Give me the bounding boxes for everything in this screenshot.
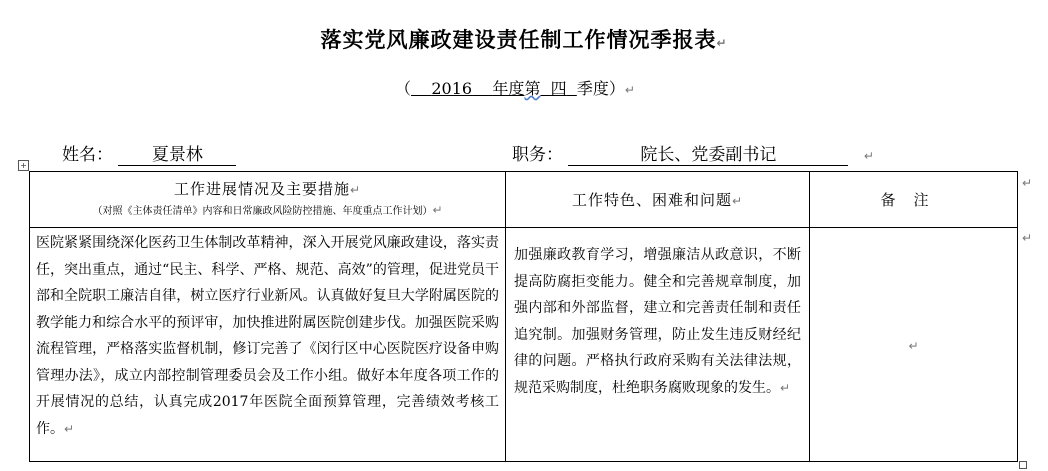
progress-cell[interactable]: [30, 228, 506, 462]
remarks-cell[interactable]: [810, 228, 1018, 462]
header-progress: 工作进展情况及主要措施: [173, 180, 350, 198]
paragraph-mark: ↵: [432, 203, 443, 217]
header-features-cell[interactable]: [506, 172, 810, 228]
paragraph-mark: ↵: [780, 380, 791, 395]
period-quarter[interactable]: 四: [550, 79, 567, 98]
report-table: [29, 171, 1018, 462]
position-field: [512, 140, 874, 166]
header-features: 工作特色、困难和问题: [571, 191, 732, 209]
table-resize-handle-icon[interactable]: [1019, 461, 1027, 469]
period-di: 第: [524, 79, 541, 98]
paragraph-mark: ↵: [731, 194, 744, 208]
name-field: [62, 140, 236, 166]
name-label: 姓名：: [62, 145, 113, 165]
paragraph-mark: ↵: [349, 183, 362, 197]
period-year[interactable]: 2016 年度: [431, 79, 525, 98]
header-remarks-cell[interactable]: [810, 172, 1018, 228]
paragraph-mark: ↵: [863, 149, 874, 163]
report-title: 落实党风廉政建设责任制工作情况季报表↵: [320, 27, 728, 52]
paragraph-mark: ↵: [908, 339, 919, 353]
table-content-row: [30, 228, 1018, 462]
header-remarks: 备注: [880, 191, 947, 209]
features-cell[interactable]: [506, 228, 810, 462]
table-move-handle-icon[interactable]: +: [18, 160, 29, 171]
paragraph-mark: ↵: [716, 36, 728, 50]
period-season-suffix: 季度）: [576, 79, 625, 98]
position-label: 职务：: [512, 145, 563, 165]
report-period: [395, 76, 635, 99]
row-end-mark: ↵: [1022, 176, 1033, 190]
table-header-row: [30, 172, 1018, 228]
progress-text: 医院紧紧围绕深化医药卫生体制改革精神，深入开展党风廉政建设，落实责任，突出重点，通过“民主、科学、严格、规范、高效”的管理，促进党员干部和全院职工廉洁自律，树立医疗行业新风。认真做好复旦大学附属医院的教学能力和综合水平的预评审，加快推进附属医院创建步伐。加强医院采购流程管理，严格落实监督机制，修订完善了《闵行区中心医院医疗设备申购管理办法》，成立内部控制管理委员会及工作小组。做好本年度各项工作的开展情况的总结，认真完成2017年医院全面预算管理，完善绩效考核工作。: [36, 235, 499, 437]
period-open: （: [395, 79, 412, 98]
position-value[interactable]: 院长、党委副书记: [568, 145, 848, 166]
header-progress-cell[interactable]: [30, 172, 506, 228]
paragraph-mark: ↵: [624, 83, 635, 97]
name-value[interactable]: 夏景林: [118, 145, 236, 166]
row-end-mark: ↵: [1022, 231, 1033, 245]
features-text: 加强廉政教育学习，增强廉洁从政意识，不断提高防腐拒变能力。健全和完善规章制度，加强内部和外部监督，建立和完善责任制和责任追究制。加强财务管理，防止发生违反财经纪律的问题。严格执行政府采购有关法律法规，规范采购制度，杜绝职务腐败现象的发生。: [514, 247, 801, 396]
paragraph-mark: ↵: [64, 421, 75, 436]
header-progress-note: （对照《主体责任清单》内容和日常廉政风险防控措施、年度重点工作计划）: [92, 206, 433, 217]
